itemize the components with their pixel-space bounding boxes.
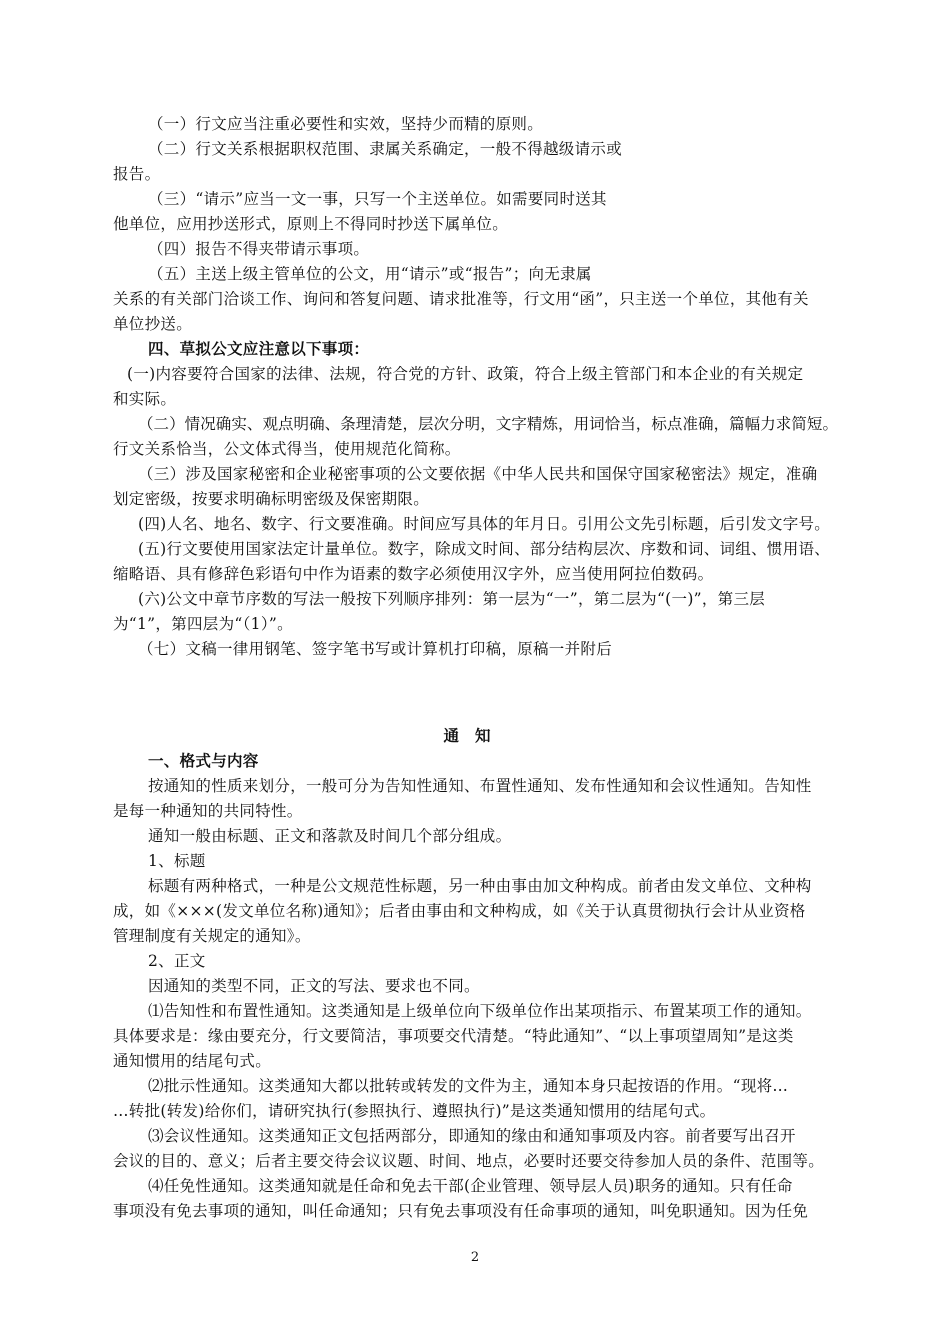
text-line: （七）文稿一律用钢笔、签字笔书写或计算机打印稿，原稿一并附后 [138,640,613,658]
subheading: 2、正文 [148,952,206,970]
text-line: （三）“请示”应当一文一事，只写一个主送单位。如需要同时送其 [148,190,607,208]
section-heading: 一、格式与内容 [148,751,259,770]
text-line: （二）行文关系根据职权范围、隶属关系确定，一般不得越级请示或 [148,140,623,158]
text-line: 通知一般由标题、正文和落款及时间几个部分组成。 [148,827,512,845]
text-line: ⑶会议性通知。这类通知正文包括两部分，即通知的缘由和通知事项及内容。前者要写出召开 [148,1127,796,1145]
text-line: 事项没有免去事项的通知，叫任命通知；只有免去事项没有任命事项的通知，叫免职通知。因为任免 [113,1202,809,1220]
text-line: （一）行文应当注重必要性和实效，坚持少而精的原则。 [148,115,544,133]
text-line: 通知惯用的结尾句式。 [113,1052,272,1070]
text-line: 是每一种通知的共同特性。 [113,802,303,820]
section-title: 通知 [443,726,507,745]
text-line: ⑵批示性通知。这类通知大都以批转或转发的文件为主，通知本身只起按语的作用。“现将… [148,1077,789,1095]
text-line: 标题有两种格式，一种是公文规范性标题，另一种由事由加文种构成。前者由发文单位、文种构 [148,877,812,895]
text-line: 按通知的性质来划分，一般可分为告知性通知、布置性通知、发布性通知和会议性通知。告知性 [148,777,812,795]
page-number: 2 [470,1250,480,1265]
text-line: (五)行文要使用国家法定计量单位。数字，除成文时间、部分结构层次、序数和词、词组、惯用语、 [138,540,831,558]
text-line: 缩略语、具有修辞色彩语句中作为语素的数字必须使用汉字外，应当使用阿拉伯数码。 [113,565,714,583]
text-line: 具体要求是：缘由要充分，行文要简洁，事项要交代清楚。“特此通知”、“以上事项望周知”是这类 [113,1027,794,1045]
text-line: （三）涉及国家秘密和企业秘密事项的公文要依据《中华人民共和国保守国家秘密法》规定，准确 [138,465,818,483]
text-line: (四)人名、地名、数字、行文要准确。时间应写具体的年月日。引用公文先引标题，后引发文字号。 [138,515,831,533]
text-line: (一)内容要符合国家的法律、法规，符合党的方针、政策，符合上级主管部门和本企业的有关规定 [127,365,804,383]
text-line: 管理制度有关规定的通知》。 [113,927,311,945]
text-line: 成，如《×××(发文单位名称)通知》；后者由事由和文种构成，如《关于认真贯彻执行会计从业资格 [113,902,806,920]
text-line: ⑴告知性和布置性通知。这类通知是上级单位向下级单位作出某项指示、布置某项工作的通知。 [148,1002,812,1020]
text-line: （四）报告不得夹带请示事项。 [148,240,370,258]
text-line: 为“1”，第四层为“（1）”。 [113,615,293,633]
text-line: 和实际。 [113,390,177,408]
text-line: ⑷任免性通知。这类通知就是任命和免去干部(企业管理、领导层人员)职务的通知。只有任命 [148,1177,793,1195]
text-line: 他单位，应用抄送形式，原则上不得同时抄送下属单位。 [113,215,509,233]
text-line: …转批(转发)给你们，请研究执行(参照执行、遵照执行)”是这类通知惯用的结尾句式。 [113,1102,716,1120]
text-line: 报告。 [113,165,161,183]
text-line: 因通知的类型不同，正文的写法、要求也不同。 [148,977,480,995]
section-heading: 四、草拟公文应注意以下事项： [148,339,370,358]
text-line: 划定密级，按要求明确标明密级及保密期限。 [113,490,430,508]
text-line: （二）情况确实、观点明确、条理清楚，层次分明，文字精炼，用词恰当，标点准确，篇幅力求简短。 [138,415,839,433]
text-line: 关系的有关部门洽谈工作、询问和答复问题、请求批准等，行文用“函”，只主送一个单位，其他有关 [113,290,809,308]
text-line: (六)公文中章节序数的写法一般按下列顺序排列：第一层为“一”，第二层为“(一)”，第三层 [138,590,766,608]
text-line: 行文关系恰当，公文体式得当，使用规范化简称。 [113,440,461,458]
subheading: 1、标题 [148,852,206,870]
text-line: （五）主送上级主管单位的公文，用“请示”或“报告”；向无隶属 [148,265,592,283]
text-line: 单位抄送。 [113,315,193,333]
text-line: 会议的目的、意义；后者主要交待会议议题、时间、地点，必要时还要交待参加人员的条件、范围等。 [113,1152,825,1170]
